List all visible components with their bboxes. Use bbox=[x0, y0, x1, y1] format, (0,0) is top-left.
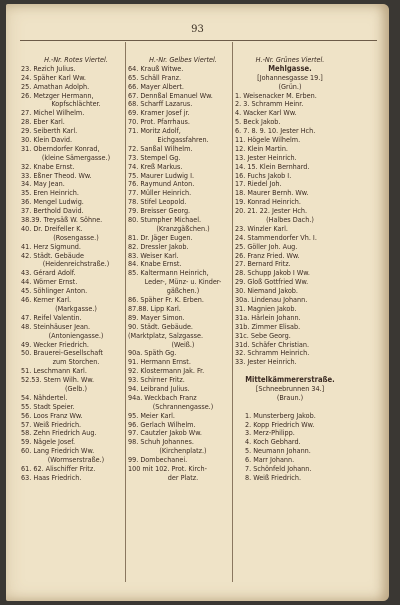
directory-entry: 4. Koch Gebhard. bbox=[245, 437, 301, 447]
directory-entry: 51. Leschmann Karl. bbox=[21, 366, 87, 376]
directory-entry: 28. Schupp Jakob I Ww. bbox=[235, 268, 310, 278]
directory-entry: 31a. Härlein Johann. bbox=[235, 312, 301, 322]
street-heading: Mehlgasse. bbox=[268, 63, 312, 73]
directory-entry: 2. 3. Schramm Heinr. bbox=[235, 99, 304, 109]
directory-entry: 6. Marr Johann. bbox=[245, 455, 295, 465]
directory-entry: 17. Riedel Joh. bbox=[235, 179, 282, 189]
page-number: 93 bbox=[191, 24, 204, 35]
directory-entry: 28. Eber Karl. bbox=[21, 117, 65, 127]
directory-entry: 23. Winzler Karl. bbox=[235, 223, 288, 233]
directory-entry: 45. Söhlinger Anton. bbox=[21, 286, 88, 296]
directory-entry: 37. Berthold David. bbox=[21, 206, 84, 216]
street-heading: Mittelkämmererstraße. bbox=[245, 375, 335, 385]
directory-entry: 41. Herz Sigmund. bbox=[21, 241, 81, 251]
directory-entry: 95. Meier Karl. bbox=[128, 410, 175, 420]
directory-entry: 93. Schirner Fritz. bbox=[128, 375, 185, 385]
directory-entry: 92. Klostermann Jak. Fr. bbox=[128, 366, 205, 376]
directory-entry: 85. Kaltermann Heinrich, bbox=[128, 268, 209, 278]
directory-entry: 76. Raymund Anton. bbox=[128, 179, 195, 189]
directory-entry: 100 mit 102. Prot. Kirch- bbox=[128, 463, 207, 473]
directory-entry: 42. Städt. Gebäude bbox=[21, 250, 84, 260]
directory-entry: 38.39. Treysäß W. Söhne. bbox=[21, 215, 103, 225]
street-note: (Halbes Dach.) bbox=[266, 215, 314, 225]
directory-entry: 86. Späher Fr. K. Erben. bbox=[128, 295, 204, 305]
directory-entry: 1. Weisenacker M. Erben. bbox=[235, 90, 317, 100]
directory-entry: 56. Loos Franz Ww. bbox=[21, 410, 83, 420]
column-heading: H.-Nr. Grünes Viertel. bbox=[255, 56, 325, 64]
directory-entry: 82. Dressler Jakob. bbox=[128, 241, 189, 251]
directory-entry: 78. Stifel Leopold. bbox=[128, 197, 187, 207]
directory-entry: 33. Jester Heinrich. bbox=[235, 357, 297, 367]
directory-entry: 83. Weiser Karl. bbox=[128, 250, 179, 260]
directory-entry: 75. Maurer Ludwig I. bbox=[128, 170, 195, 180]
street-note: (Markgasse.) bbox=[55, 303, 97, 313]
directory-entry: 31. Oberndorfer Konrad, bbox=[21, 143, 100, 153]
directory-entry: 19. Konrad Heinrich. bbox=[235, 197, 301, 207]
directory-entry: 2. Kopp Friedrich Ww. bbox=[245, 419, 315, 429]
directory-entry: 70. Prot. Pfarrhaus. bbox=[128, 117, 190, 127]
directory-column-green-quarter bbox=[235, 56, 345, 483]
street-note: gäßchen.) bbox=[166, 286, 200, 296]
directory-entry: 32. Knabe Ernst. bbox=[21, 161, 75, 171]
directory-entry: 31. Magnien Jakob. bbox=[235, 303, 297, 313]
directory-entry: 94. Leibrand Julius. bbox=[128, 383, 190, 393]
directory-entry: 80. Stumpher Michael. bbox=[128, 215, 202, 225]
directory-entry: 25. Göller Joh. Aug. bbox=[235, 241, 298, 251]
directory-entry: 31b. Zimmer Elisab. bbox=[235, 321, 301, 331]
directory-entry: 98. Schuh Johannes. bbox=[128, 437, 194, 447]
directory-entry: 97. Cautzler Jakob Ww. bbox=[128, 428, 202, 438]
directory-entry: 58. Zehn Friedrich Aug. bbox=[21, 428, 97, 438]
directory-entry: 30. Klein David. bbox=[21, 135, 73, 145]
directory-entry: 48. Steinhäuser Jean. bbox=[21, 321, 91, 331]
street-note: Leder-, Münz- u. Kinder- bbox=[144, 277, 222, 287]
directory-entry: 6. 7. 8. 9. 10. Jester Hch. bbox=[235, 126, 316, 136]
directory-column-yellow-quarter bbox=[128, 56, 238, 483]
directory-entry: 72. Sanßal Wilhelm. bbox=[128, 143, 193, 153]
directory-entry: 27. Michel Wilhelm. bbox=[21, 108, 85, 118]
street-note: (Kirchenplatz.) bbox=[159, 446, 207, 456]
directory-entry: 27. Bernard Fritz. bbox=[235, 259, 291, 269]
directory-entry: 31d. Schäfer Christian. bbox=[235, 339, 310, 349]
directory-entry: (Marktplatz, Salzgasse. bbox=[128, 330, 203, 340]
directory-entry: 4. Wacker Karl Ww. bbox=[235, 108, 297, 118]
directory-entry: 46. Kerner Karl. bbox=[21, 295, 72, 305]
directory-entry: 52.53. Stern Wilh. Ww. bbox=[21, 375, 95, 385]
directory-entry: 30. Niemand Jakob. bbox=[235, 286, 298, 296]
directory-entry: 91. Hermann Ernst. bbox=[128, 357, 191, 367]
directory-entry: 24. Stammendorfer Vh. I. bbox=[235, 232, 317, 242]
directory-entry: 94a. Weckbach Franz bbox=[128, 392, 197, 402]
directory-entry: 20. 21. 22. Jester Hch. bbox=[235, 206, 308, 216]
book-page bbox=[6, 4, 389, 601]
directory-entry: 35. Eren Heinrich. bbox=[21, 188, 79, 198]
directory-entry: 40. Dr. Dreifeller K. bbox=[21, 223, 83, 233]
directory-entry: 1. Munsterberg Jakob. bbox=[245, 410, 316, 420]
directory-entry: 63. Haas Friedrich. bbox=[21, 472, 82, 482]
street-note: [Schneebrunnen 34.] bbox=[255, 383, 325, 393]
directory-entry: 90a. Späth Gg. bbox=[128, 348, 177, 358]
directory-entry: 65. Schäll Franz. bbox=[128, 72, 182, 82]
street-note: (kleine Sämergasse.) bbox=[41, 152, 111, 162]
directory-entry: 69. Kramer Josef jr. bbox=[128, 108, 190, 118]
street-note: (Wormserstraße.) bbox=[47, 455, 105, 465]
street-note: Eichgassfahren. bbox=[157, 135, 209, 145]
directory-entry: 24. Späher Karl Ww. bbox=[21, 72, 86, 82]
directory-entry: 43. Gérard Adolf. bbox=[21, 268, 76, 278]
directory-entry: 29. Seiberth Karl. bbox=[21, 126, 78, 136]
directory-column-red-quarter bbox=[21, 56, 131, 483]
directory-entry: 87.88. Lipp Karl. bbox=[128, 303, 181, 313]
directory-entry: 68. Scharff Lazarus. bbox=[128, 99, 193, 109]
street-note: (Gelb.) bbox=[65, 383, 87, 393]
directory-entry: 18. Maurer Bernh. Ww. bbox=[235, 188, 309, 198]
directory-entry: 73. Stempel Gg. bbox=[128, 152, 181, 162]
directory-entry: 34. May Jean. bbox=[21, 179, 65, 189]
directory-entry: 13. Jester Heinrich. bbox=[235, 152, 297, 162]
column-heading: H.-Nr. Rotes Viertel. bbox=[44, 56, 108, 64]
directory-entry: 60. Lang Friedrich Ww. bbox=[21, 446, 95, 456]
street-note: [Johannesgasse 19.] bbox=[257, 72, 323, 82]
directory-entry: 90. Städt. Gebäude. bbox=[128, 321, 193, 331]
directory-entry: 67. Dennßal Emanuel Ww. bbox=[128, 90, 213, 100]
street-note: (Kranzgäßchen.) bbox=[156, 223, 210, 233]
street-note: (Grün.) bbox=[278, 81, 302, 91]
directory-entry: 23. Rezich Julius. bbox=[21, 63, 76, 73]
directory-entry: 12. Klein Martin. bbox=[235, 143, 288, 153]
directory-entry: 64. Krauß Witwe. bbox=[128, 63, 184, 73]
directory-entry: 32. Schramm Heinrich. bbox=[235, 348, 310, 358]
directory-entry: 59. Nägele Josef. bbox=[21, 437, 76, 447]
street-note: zum Storchen. bbox=[52, 357, 100, 367]
directory-entry: 8. Weiß Friedrich. bbox=[245, 472, 301, 482]
directory-entry: 61. 62. Alischiffer Fritz. bbox=[21, 463, 96, 473]
directory-entry: 50. Brauerei-Gesellschaft bbox=[21, 348, 103, 358]
header-rule bbox=[20, 40, 377, 41]
directory-entry: 79. Breisser Georg. bbox=[128, 206, 191, 216]
directory-entry: 36. Mengel Ludwig. bbox=[21, 197, 84, 207]
directory-entry: 57. Weiß Friedrich. bbox=[21, 419, 82, 429]
directory-entry: 31c. Sebe Georg. bbox=[235, 330, 291, 340]
directory-entry: 5. Neumann Johann. bbox=[245, 446, 311, 456]
directory-entry: 55. Stadt Speier. bbox=[21, 401, 75, 411]
directory-entry: 3. Merz-Philipp. bbox=[245, 428, 295, 438]
directory-entry: 16. Fuchs Jakob I. bbox=[235, 170, 292, 180]
directory-entry: 30a. Lindenau Johann. bbox=[235, 295, 308, 305]
directory-entry: 26. Metzger Hermann, bbox=[21, 90, 94, 100]
street-note: (Antoniengasse.) bbox=[48, 330, 104, 340]
street-note: der Platz. bbox=[167, 472, 199, 482]
directory-entry: 66. Mayer Albert. bbox=[128, 81, 184, 91]
street-note: (Braun.) bbox=[276, 392, 304, 402]
directory-entry: 99. Dombechanei. bbox=[128, 455, 188, 465]
street-note: (Rosengasse.) bbox=[53, 232, 99, 242]
column-heading: H.-Nr. Gelbes Viertel. bbox=[149, 56, 217, 64]
directory-entry: 96. Gerlach Wilhelm. bbox=[128, 419, 196, 429]
directory-entry: 25. Amathan Adolph. bbox=[21, 81, 90, 91]
directory-entry: 81. Dr. Jäger Eugen. bbox=[128, 232, 193, 242]
directory-entry: 47. Reifel Valentin. bbox=[21, 312, 82, 322]
directory-entry: 5. Beck Jakob. bbox=[235, 117, 281, 127]
directory-entry: 29. Gloß Gottfried Ww. bbox=[235, 277, 309, 287]
street-note: (Schrannengasse.) bbox=[152, 401, 214, 411]
street-note: (Weiß.) bbox=[171, 339, 195, 349]
directory-entry: 33. Eßner Theod. Ww. bbox=[21, 170, 92, 180]
directory-entry: 11. Högele Wilhelm. bbox=[235, 135, 301, 145]
directory-entry: 14. 15. Klein Bernhard. bbox=[235, 161, 310, 171]
directory-entry: 84. Knabe Ernst. bbox=[128, 259, 182, 269]
directory-entry: 26. Franz Fried. Ww. bbox=[235, 250, 300, 260]
directory-entry: 54. Nähdertel. bbox=[21, 392, 68, 402]
directory-entry: 7. Schönfeld Johann. bbox=[245, 463, 312, 473]
directory-entry: 77. Müller Heinrich. bbox=[128, 188, 192, 198]
directory-entry: 89. Mayer Simon. bbox=[128, 312, 185, 322]
directory-entry: 71. Moritz Adolf, bbox=[128, 126, 181, 136]
directory-entry: 49. Wecker Friedrich. bbox=[21, 339, 89, 349]
street-note: Kopfschlächter. bbox=[51, 99, 101, 109]
directory-entry: 44. Wörner Ernst. bbox=[21, 277, 78, 287]
directory-entry: 74. Kreß Markus. bbox=[128, 161, 183, 171]
street-note: (Heidenreichstraße.) bbox=[42, 259, 110, 269]
